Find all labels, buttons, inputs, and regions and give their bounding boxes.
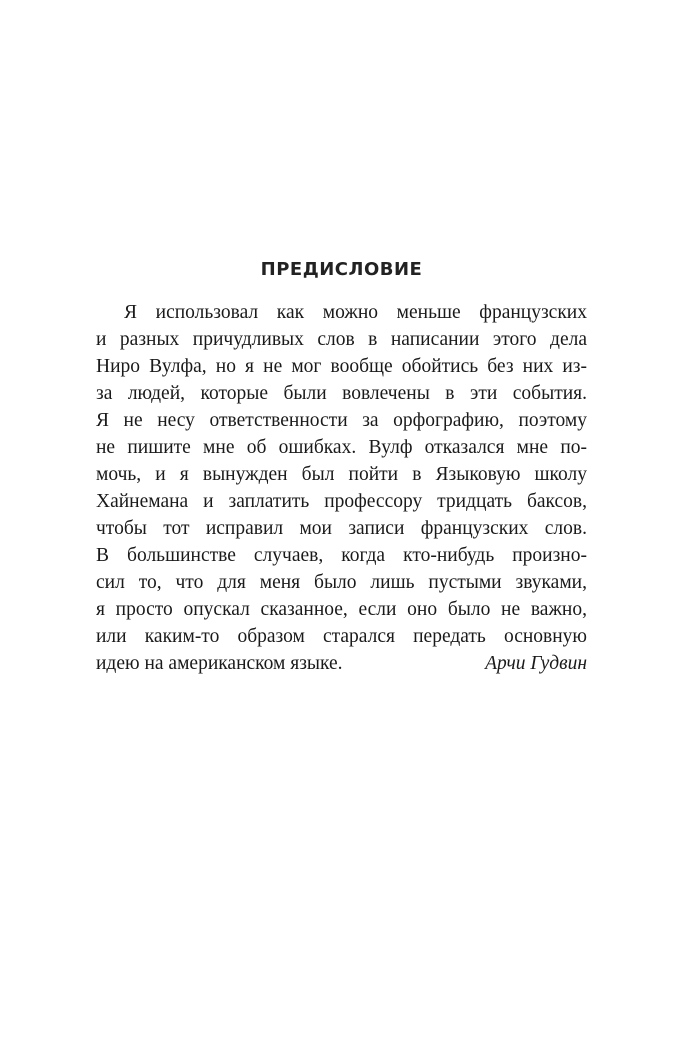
paragraph-line: я просто опускал сказанное, если оно было не важно,: [96, 599, 587, 620]
preface-title: ПРЕДИСЛОВИЕ: [260, 259, 423, 280]
paragraph-line: не пишите мне об ошибках. Вулф отказался мне по-: [96, 437, 587, 458]
paragraph-line: сил то, что для меня было лишь пустыми звуками,: [96, 572, 587, 593]
paragraph-line: чтобы тот исправил мои записи французских слов.: [96, 518, 587, 539]
paragraph-line: за людей, которые были вовлечены в эти события.: [96, 383, 587, 404]
preface-paragraph: [96, 299, 587, 677]
paragraph-line: Хайнемана и заплатить профессору тридцать баксов,: [96, 491, 587, 512]
paragraph-line: Я использовал как можно меньше французских: [124, 302, 587, 323]
paragraph-line: и разных причудливых слов в написании этого дела: [96, 329, 587, 350]
paragraph-line: или каким-то образом старался передать основную: [96, 626, 587, 647]
author-signature: Арчи Гудвин: [485, 653, 587, 674]
paragraph-line: Ниро Вулфа, но я не мог вообще обойтись без них из-: [96, 356, 587, 377]
paragraph-line: Я не несу ответственности за орфографию, поэтому: [96, 410, 587, 431]
paragraph-line: мочь, и я вынужден был пойти в Языковую школу: [96, 464, 587, 485]
paragraph-line: идею на американском языке.: [96, 653, 343, 674]
paragraph-line: В большинстве случаев, когда кто-нибудь произно-: [96, 545, 587, 566]
